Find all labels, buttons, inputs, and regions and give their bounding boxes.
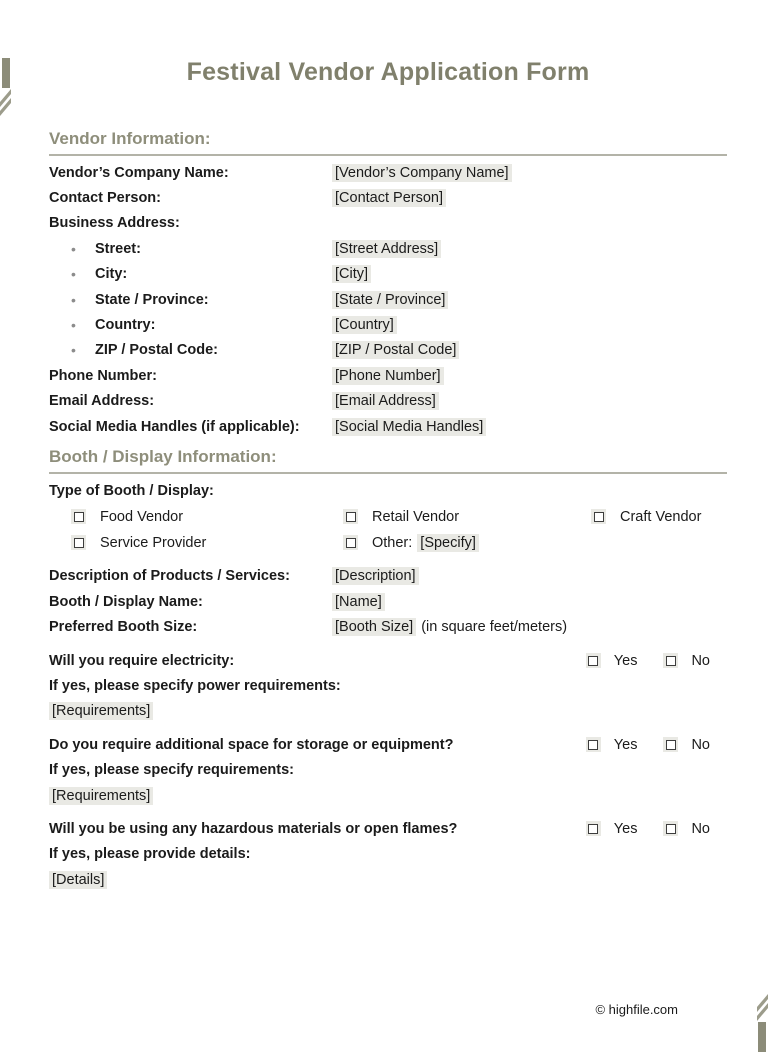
email-field[interactable]: [Email Address] <box>332 392 439 410</box>
field-label: Type of Booth / Display: <box>49 482 214 499</box>
followup-label: If yes, please specify requirements: <box>49 762 294 779</box>
zip-postal-field[interactable]: [ZIP / Postal Code] <box>332 341 459 359</box>
field-row-email <box>49 389 727 414</box>
hazardous-details-field[interactable]: [Details] <box>49 871 107 889</box>
storage-requirements-field[interactable]: [Requirements] <box>49 787 153 805</box>
copyright-footer: © highfile.com <box>595 1002 678 1017</box>
company-name-field[interactable]: [Vendor’s Company Name] <box>332 164 512 182</box>
checkbox-icon <box>588 656 598 666</box>
field-row-phone <box>49 363 727 388</box>
food-vendor-checkbox[interactable] <box>71 509 86 524</box>
followup-storage-requirements <box>49 757 727 782</box>
document-page <box>0 58 768 892</box>
storage-requirements-field-row <box>49 783 727 808</box>
field-label: Booth / Display Name: <box>49 593 203 610</box>
booth-information-heading: Booth / Display Information: <box>49 447 727 474</box>
field-label: Email Address: <box>49 393 155 410</box>
field-label: Vendor’s Company Name: <box>49 164 229 181</box>
field-label: State / Province: <box>95 291 209 308</box>
contact-person-field[interactable]: [Contact Person] <box>332 189 446 207</box>
corner-decoration-bottom-right <box>746 988 768 1052</box>
other-specify-field[interactable]: [Specify] <box>417 534 479 552</box>
followup-label: If yes, please provide details: <box>49 846 251 863</box>
field-row-booth-name <box>49 589 727 614</box>
question-electricity <box>49 648 727 673</box>
field-label: Contact Person: <box>49 190 161 207</box>
vendor-information-heading: Vendor Information: <box>49 129 727 156</box>
booth-type-row-1 <box>71 504 727 530</box>
address-item-country <box>49 312 727 337</box>
bullet-icon: • <box>71 240 76 257</box>
option-label: Food Vendor <box>100 508 184 525</box>
yes-no-group <box>586 653 727 669</box>
social-media-field[interactable]: [Social Media Handles] <box>332 418 486 436</box>
option-other <box>343 534 479 552</box>
booth-type-options <box>71 504 727 556</box>
section-vendor-information <box>49 129 727 439</box>
section-booth-display-information <box>49 447 727 892</box>
retail-vendor-checkbox[interactable] <box>343 509 358 524</box>
no-label: No <box>691 736 710 753</box>
craft-vendor-checkbox[interactable] <box>591 509 606 524</box>
bullet-icon: • <box>71 291 76 308</box>
address-item-city <box>49 262 727 287</box>
field-row-description <box>49 564 727 589</box>
page-title: Festival Vendor Application Form <box>186 58 590 86</box>
address-item-zip <box>49 338 727 363</box>
field-row-business-address <box>49 211 727 236</box>
bullet-icon: • <box>71 266 76 283</box>
field-row-contact-person <box>49 185 727 210</box>
yes-no-group <box>586 737 727 753</box>
field-label: Street: <box>95 240 141 257</box>
field-label: Description of Products / Services: <box>49 568 290 585</box>
storage-yes-checkbox[interactable] <box>586 737 601 752</box>
followup-power-requirements <box>49 673 727 698</box>
description-field[interactable]: [Description] <box>332 567 419 585</box>
checkbox-icon <box>74 512 84 522</box>
option-label: Service Provider <box>100 534 207 551</box>
booth-type-row-2 <box>71 530 727 556</box>
yes-label: Yes <box>613 736 638 753</box>
booth-size-suffix: (in square feet/meters) <box>421 619 568 636</box>
address-item-street <box>49 236 727 261</box>
checkbox-icon <box>666 824 676 834</box>
state-province-field[interactable]: [State / Province] <box>332 291 448 309</box>
followup-hazardous-details <box>49 842 727 867</box>
question-label: Will you be using any hazardous materials or open flames? <box>49 820 458 837</box>
field-label: City: <box>95 266 128 283</box>
street-field[interactable]: [Street Address] <box>332 240 441 258</box>
field-label: Social Media Handles (if applicable): <box>49 418 300 435</box>
field-row-company-name <box>49 160 727 185</box>
yes-label: Yes <box>613 652 638 669</box>
address-item-state-province <box>49 287 727 312</box>
checkbox-icon <box>594 512 604 522</box>
power-requirements-field[interactable]: [Requirements] <box>49 702 153 720</box>
field-label: Business Address: <box>49 215 180 232</box>
option-craft-vendor <box>591 509 701 525</box>
electricity-yes-checkbox[interactable] <box>586 653 601 668</box>
field-row-social-media <box>49 414 727 439</box>
no-label: No <box>691 652 710 669</box>
question-hazardous-materials <box>49 816 727 841</box>
hazardous-details-field-row <box>49 867 727 892</box>
option-label: Craft Vendor <box>620 508 702 525</box>
option-label: Other: <box>372 534 413 551</box>
field-label: ZIP / Postal Code: <box>95 342 219 359</box>
service-provider-checkbox[interactable] <box>71 535 86 550</box>
checkbox-icon <box>666 740 676 750</box>
city-field[interactable]: [City] <box>332 265 371 283</box>
option-retail-vendor <box>343 509 591 525</box>
phone-field[interactable]: [Phone Number] <box>332 367 444 385</box>
electricity-no-checkbox[interactable] <box>663 653 678 668</box>
type-of-booth-label-row <box>49 478 727 503</box>
corner-decoration-top-left <box>0 58 22 122</box>
other-checkbox[interactable] <box>343 535 358 550</box>
hazardous-yes-checkbox[interactable] <box>586 821 601 836</box>
checkbox-icon <box>74 538 84 548</box>
storage-no-checkbox[interactable] <box>663 737 678 752</box>
field-label: Country: <box>95 317 156 334</box>
bullet-icon: • <box>71 317 76 334</box>
checkbox-icon <box>346 538 356 548</box>
field-row-booth-size <box>49 614 727 639</box>
no-label: No <box>691 820 710 837</box>
followup-label: If yes, please specify power requirements: <box>49 677 341 694</box>
checkbox-icon <box>588 824 598 834</box>
yes-no-group <box>586 821 727 837</box>
option-food-vendor <box>71 509 343 525</box>
question-storage-space <box>49 732 727 757</box>
country-field[interactable]: [Country] <box>332 316 397 334</box>
checkbox-icon <box>588 740 598 750</box>
question-label: Will you require electricity: <box>49 652 235 669</box>
booth-size-field[interactable]: [Booth Size] <box>332 618 416 636</box>
field-label: Phone Number: <box>49 367 157 384</box>
checkbox-icon <box>666 656 676 666</box>
yes-label: Yes <box>613 820 638 837</box>
hazardous-no-checkbox[interactable] <box>663 821 678 836</box>
option-label: Retail Vendor <box>372 508 460 525</box>
bullet-icon: • <box>71 342 76 359</box>
field-label: Preferred Booth Size: <box>49 619 198 636</box>
power-requirements-field-row <box>49 699 727 724</box>
option-service-provider <box>71 535 343 551</box>
checkbox-icon <box>346 512 356 522</box>
question-label: Do you require additional space for storage or equipment? <box>49 736 454 753</box>
booth-name-field[interactable]: [Name] <box>332 593 385 611</box>
